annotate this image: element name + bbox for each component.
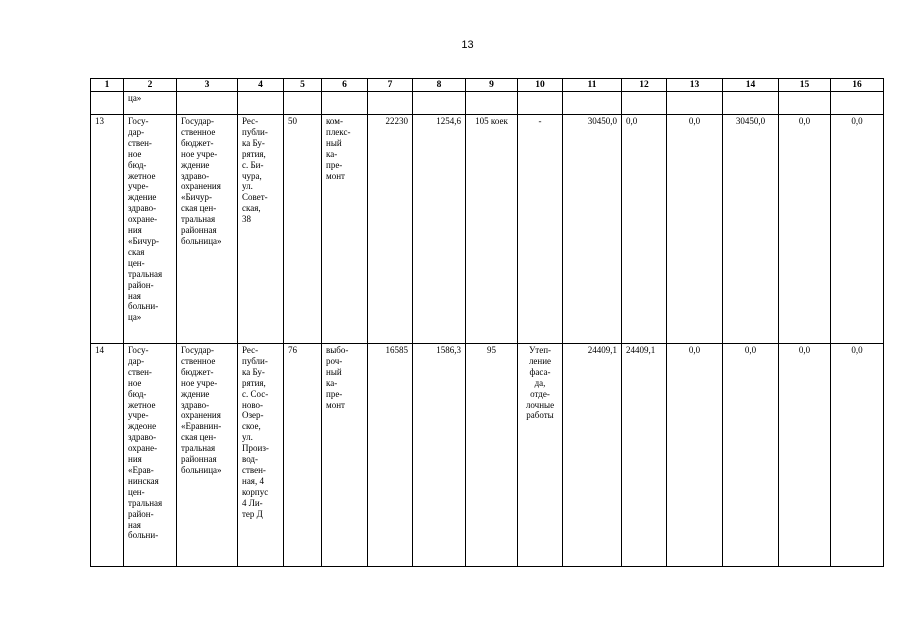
- header-cell: 14: [723, 79, 779, 92]
- institution-full-name: Государ- ственное бюджет- ное учре- ждение здраво- охранения «Еравнин- ская цен- тральная районная больница»: [177, 344, 238, 567]
- row-number: 14: [91, 344, 124, 567]
- table-cell: [563, 92, 622, 115]
- table-cell: [518, 92, 563, 115]
- table-row: [91, 115, 884, 344]
- table-cell: 16585: [368, 344, 413, 567]
- header-cell: 8: [413, 79, 466, 92]
- document-table: [90, 78, 884, 567]
- row-number: 13: [91, 115, 124, 344]
- table-cell: 105 коек: [466, 115, 518, 344]
- table-cell: [466, 92, 518, 115]
- table-cell: 1586,3: [413, 344, 466, 567]
- table-cell: 0,0: [779, 344, 831, 567]
- table-cell: [667, 92, 723, 115]
- header-cell: 5: [284, 79, 322, 92]
- table-cell: 0,0: [831, 344, 884, 567]
- table-cell: [622, 92, 667, 115]
- table-cell: 0,0: [779, 115, 831, 344]
- header-cell: 7: [368, 79, 413, 92]
- table-cell: 95: [466, 344, 518, 567]
- table-cell: 24409,1: [622, 344, 667, 567]
- table-cell: 76: [284, 344, 322, 567]
- table-cell: [779, 92, 831, 115]
- table-cell: [368, 92, 413, 115]
- header-cell: 13: [667, 79, 723, 92]
- repair-type: ком- плекс- ный ка- пре- монт: [322, 115, 368, 344]
- table-cell: [322, 92, 368, 115]
- table-cell: ца»: [124, 92, 177, 115]
- table-cell: 0,0: [831, 115, 884, 344]
- header-cell: 1: [91, 79, 124, 92]
- work-description: Утеп- ление фаса- да, отде- лочные работы: [518, 344, 563, 567]
- header-row: [91, 79, 884, 92]
- header-cell: 3: [177, 79, 238, 92]
- address: Рес- публи- ка Бу- рятия, с. Би- чура, ул. Совет- ская, 38: [238, 115, 284, 344]
- header-cell: 12: [622, 79, 667, 92]
- page-number: 13: [461, 39, 474, 51]
- table-cell: [413, 92, 466, 115]
- institution-full-name: Государ- ственное бюджет- ное учре- ждение здраво- охранения «Бичур- ская цен- тральная районная больница»: [177, 115, 238, 344]
- continuation-row: [91, 92, 884, 115]
- header-cell: 9: [466, 79, 518, 92]
- table-cell: [238, 92, 284, 115]
- table-cell: [91, 92, 124, 115]
- header-cell: 11: [563, 79, 622, 92]
- table-cell: 0,0: [667, 344, 723, 567]
- work-description: -: [518, 115, 563, 344]
- repair-type: выбо- роч- ный ка- пре- монт: [322, 344, 368, 567]
- institution-name: Госу- дар- ствен- ное бюд- жетное учре- ждение здраво- охране- ния «Бичур- ская цен- тральная район- ная больни- ца»: [124, 115, 177, 344]
- address: Рес- публи- ка Бу- рятия, с. Сос- ново- Озер- ское, ул. Произ- вод- ствен- ная, 4 корпус 4 Ли- тер Д: [238, 344, 284, 567]
- table-cell: 0,0: [622, 115, 667, 344]
- table-cell: 30450,0: [563, 115, 622, 344]
- header-cell: 6: [322, 79, 368, 92]
- table-cell: [284, 92, 322, 115]
- table-cell: 0,0: [667, 115, 723, 344]
- table-row: [91, 344, 884, 567]
- table-cell: 1254,6: [413, 115, 466, 344]
- table-cell: 0,0: [723, 344, 779, 567]
- header-cell: 4: [238, 79, 284, 92]
- header-cell: 15: [779, 79, 831, 92]
- table-cell: 50: [284, 115, 322, 344]
- table-cell: 30450,0: [723, 115, 779, 344]
- header-cell: 16: [831, 79, 884, 92]
- table-cell: [723, 92, 779, 115]
- institution-name: Госу- дар- ствен- ное бюд- жетное учре- ждеоне здраво- охране- ния «Ерав- нинская цен- тральная район- ная больни-: [124, 344, 177, 567]
- table-cell: [177, 92, 238, 115]
- table-cell: 22230: [368, 115, 413, 344]
- table-cell: 24409,1: [563, 344, 622, 567]
- header-cell: 2: [124, 79, 177, 92]
- table-cell: [831, 92, 884, 115]
- header-cell: 10: [518, 79, 563, 92]
